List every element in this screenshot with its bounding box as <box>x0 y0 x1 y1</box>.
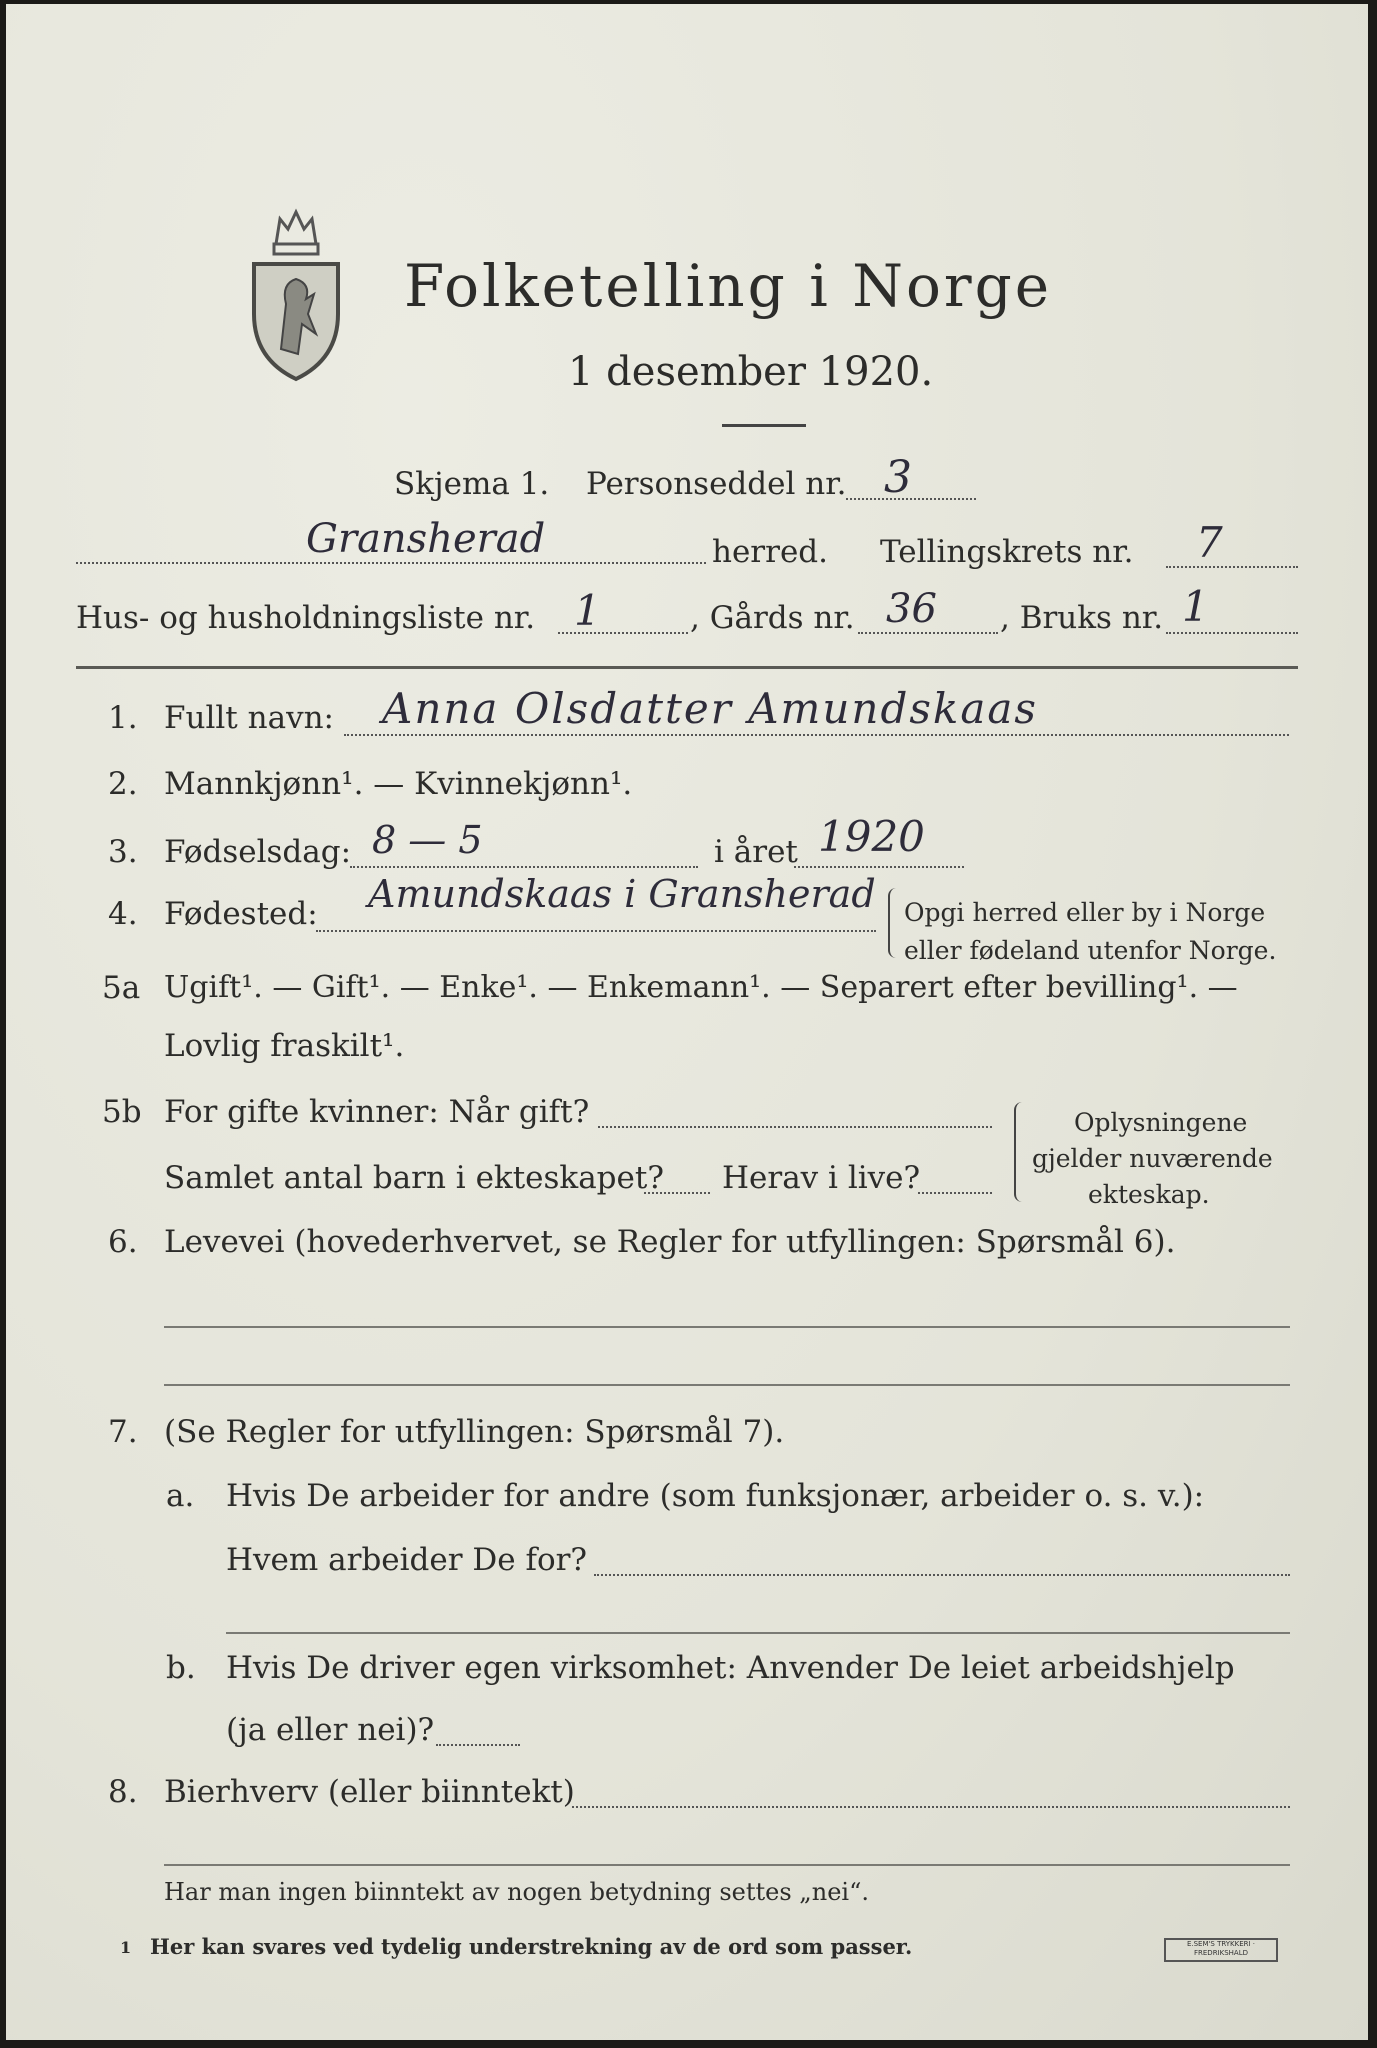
tellingskrets-label: Tellingskrets nr. <box>880 534 1134 570</box>
tellingskrets-line <box>1166 566 1298 568</box>
personseddel-value: 3 <box>884 452 912 503</box>
q7a-question: Hvis De arbeider for andre (som funksjonær, arbeider o. s. v.): <box>226 1478 1205 1514</box>
q8-note: Har man ingen biinntekt av nogen betydning settes „nei“. <box>164 1878 869 1906</box>
herred-line <box>76 562 706 564</box>
q7b-question: Hvis De driver egen virksomhet: Anvender De leiet arbeidshjelp <box>226 1650 1235 1686</box>
bruks-value: 1 <box>1182 582 1209 631</box>
bruks-line <box>1166 632 1298 634</box>
q7-label: (Se Regler for utfyllingen: Spørsmål 7). <box>164 1414 785 1450</box>
header-divider <box>76 666 1298 669</box>
q5b-note-brace <box>1014 1102 1026 1202</box>
personseddel-label: Personseddel nr. <box>586 466 847 502</box>
footnote-mark: 1 <box>120 1938 132 1957</box>
q5b-when-married-line <box>598 1126 992 1128</box>
census-date: 1 desember 1920. <box>568 349 934 395</box>
q5a-options-line1: Ugift¹. — Gift¹. — Enke¹. — Enkemann¹. — Separert efter bevilling¹. — <box>164 970 1238 1005</box>
q8-extra-line <box>164 1864 1290 1866</box>
q8-line <box>572 1806 1290 1808</box>
q3-year-value: 1920 <box>818 812 925 861</box>
q3-label: Fødselsdag: <box>164 834 352 870</box>
husliste-label: Hus- og husholdningsliste nr. <box>76 600 536 636</box>
q7a-extra-line <box>226 1632 1290 1634</box>
norwegian-coat-of-arms-icon <box>236 184 356 384</box>
form-title: Folketelling i Norge <box>404 252 1053 320</box>
q3-number: 3. <box>108 834 138 870</box>
q2-number: 2. <box>108 766 138 802</box>
q6-answer-line1 <box>164 1326 1290 1328</box>
q8-number: 8. <box>108 1774 138 1810</box>
q4-note-brace <box>888 888 900 958</box>
gards-value: 36 <box>886 586 937 632</box>
q4-line <box>316 930 876 932</box>
census-form <box>6 4 1368 2040</box>
q3-year-line <box>794 866 964 868</box>
q6-answer-line2 <box>164 1384 1290 1386</box>
q5a-number: 5a <box>102 970 141 1006</box>
q1-line <box>344 734 1289 736</box>
q4-number: 4. <box>108 896 138 932</box>
q4-note-line1: Opgi herred eller by i Norge <box>904 898 1266 927</box>
q5b-note-line1: Oplysningene <box>1074 1108 1248 1137</box>
q5b-note-line3: ekteskap. <box>1088 1180 1210 1209</box>
q6-number: 6. <box>108 1224 138 1260</box>
q5a-options-line2: Lovlig fraskilt¹. <box>164 1028 405 1064</box>
q5b-when-married-label: For gifte kvinner: Når gift? <box>164 1094 590 1130</box>
q5b-note-line2: gjelder nuværende <box>1032 1144 1273 1173</box>
q2-gender-options: Mannkjønn¹. — Kvinnekjønn¹. <box>164 766 633 802</box>
q8-label: Bierhverv (eller biinntekt) <box>164 1774 575 1810</box>
q4-note-line2: eller fødeland utenfor Norge. <box>904 936 1277 965</box>
q5b-alive-label: Herav i live? <box>722 1160 921 1196</box>
q1-full-name: Anna Olsdatter Amundskaas <box>382 684 1038 733</box>
q7-number: 7. <box>108 1414 138 1450</box>
q5b-number: 5b <box>102 1094 142 1130</box>
tellingskrets-value: 7 <box>1196 518 1223 567</box>
q7a-employer-line <box>594 1574 1290 1576</box>
gards-line <box>858 632 998 634</box>
q7b-yes-no-line <box>436 1744 520 1746</box>
q5b-children-line <box>644 1192 710 1194</box>
q7a-letter: a. <box>166 1478 195 1514</box>
printer-stamp: E.SEM'S TRYKKERI · FREDRIKSHALD <box>1164 1938 1278 1962</box>
herred-value: Gransherad <box>306 516 546 562</box>
q3-birthday-value: 8 — 5 <box>372 818 483 862</box>
herred-label: herred. <box>712 534 828 570</box>
q6-label: Levevei (hovederhvervet, se Regler for utfyllingen: Spørsmål 6). <box>164 1224 1176 1260</box>
q7b-yes-no-label: (ja eller nei)? <box>226 1712 435 1748</box>
husliste-value: 1 <box>574 586 601 635</box>
q3-day-line <box>350 866 698 868</box>
q1-number: 1. <box>108 700 138 736</box>
q4-label: Fødested: <box>164 896 318 932</box>
gards-label: , Gårds nr. <box>690 600 855 636</box>
q5b-alive-line <box>918 1192 992 1194</box>
q3-year-label: i året <box>714 834 798 870</box>
q5b-children-label: Samlet antal barn i ekteskapet? <box>164 1160 664 1196</box>
q4-birthplace-value: Amundskaas i Gransherad <box>368 872 876 916</box>
skjema-label: Skjema 1. <box>394 466 550 502</box>
title-rule <box>722 424 806 427</box>
q7b-letter: b. <box>166 1650 196 1686</box>
bruks-label: , Bruks nr. <box>1000 600 1164 636</box>
q7a-employer-label: Hvem arbeider De for? <box>226 1542 588 1578</box>
footnote-text: Her kan svares ved tydelig understrekning av de ord som passer. <box>150 1934 913 1959</box>
q1-label: Fullt navn: <box>164 700 334 736</box>
